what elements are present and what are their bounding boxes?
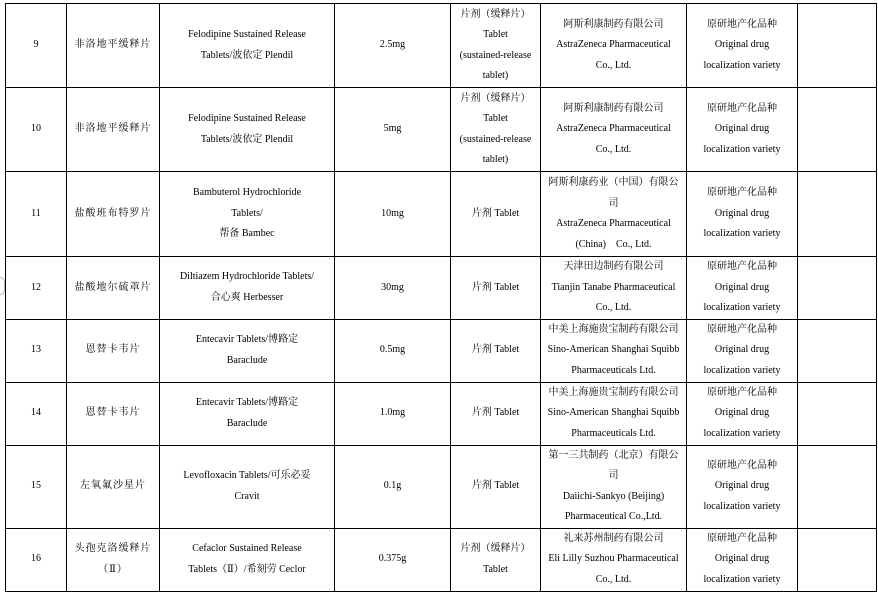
cell-chinese-name-text: 非洛地平缓释片 bbox=[74, 39, 152, 51]
cell-english-name bbox=[160, 4, 335, 88]
cell-chinese-name bbox=[67, 382, 160, 445]
cell-english-name-line: 帮备 Bambec bbox=[219, 228, 275, 240]
cell-manufacturer bbox=[541, 445, 687, 528]
cell-chinese-name bbox=[67, 445, 160, 528]
cell-manufacturer-line: Pharmaceuticals Ltd. bbox=[571, 427, 656, 439]
cell-category-line: localization variety bbox=[703, 364, 781, 376]
cell-english-name-line: Felodipine Sustained Release bbox=[188, 113, 306, 124]
cell-manufacturer-line: 司 bbox=[608, 197, 619, 209]
cell-note bbox=[798, 88, 877, 172]
cell-english-name bbox=[160, 172, 335, 257]
cell-english-name-line: Cefaclor Sustained Release bbox=[192, 543, 302, 554]
cell-manufacturer-line: Pharmaceutical Co.,Ltd. bbox=[564, 511, 663, 522]
cell-category-line: 原研地产化品种 bbox=[707, 323, 777, 335]
cell-dosage-form-line: 片剂 Tablet bbox=[471, 207, 520, 219]
cell-chinese-name-text: 盐酸班布特罗片 bbox=[74, 207, 152, 219]
cell-specification-text: 0.1g bbox=[383, 480, 402, 492]
cell-note-empty bbox=[801, 278, 873, 298]
cell-number-text: 10 bbox=[31, 123, 41, 135]
table-row bbox=[6, 445, 877, 528]
cell-english-name bbox=[160, 319, 335, 382]
cell-english-name-line: Tablets/波依定 Plendil bbox=[200, 133, 294, 145]
cell-manufacturer-line: Sino-American Shanghai Squibb bbox=[547, 407, 680, 419]
cell-dosage-form bbox=[451, 172, 541, 257]
cell-manufacturer bbox=[541, 172, 687, 257]
cell-note bbox=[798, 4, 877, 88]
cell-category-line: Original drug bbox=[714, 281, 770, 293]
cell-specification bbox=[335, 445, 451, 528]
cell-category bbox=[687, 4, 798, 88]
cell-english-name bbox=[160, 88, 335, 172]
cell-english-name bbox=[160, 257, 335, 320]
cell-category-line: 原研地产化品种 bbox=[707, 386, 777, 398]
cell-number bbox=[6, 319, 67, 382]
cell-manufacturer-line: 司 bbox=[608, 470, 619, 481]
cell-category-line: 原研地产化品种 bbox=[707, 532, 777, 544]
cell-category bbox=[687, 257, 798, 320]
cell-manufacturer-line: Sino-American Shanghai Squibb bbox=[547, 344, 680, 356]
cell-specification bbox=[335, 4, 451, 88]
cell-category bbox=[687, 319, 798, 382]
cell-category-line: Original drug bbox=[714, 344, 770, 356]
cell-english-name-line: Diltiazem Hydrochloride Tablets/ bbox=[179, 271, 315, 283]
cell-chinese-name-line: （Ⅱ） bbox=[98, 563, 128, 575]
cell-chinese-name bbox=[67, 528, 160, 591]
cell-category bbox=[687, 445, 798, 528]
cell-dosage-form-line: Tablet bbox=[483, 113, 508, 124]
cell-category bbox=[687, 382, 798, 445]
cell-number bbox=[6, 88, 67, 172]
table-row bbox=[6, 319, 877, 382]
table-row bbox=[6, 172, 877, 257]
cell-specification bbox=[335, 382, 451, 445]
cell-manufacturer bbox=[541, 382, 687, 445]
cell-manufacturer bbox=[541, 257, 687, 320]
cell-dosage-form bbox=[451, 257, 541, 320]
cell-number-text: 12 bbox=[31, 281, 41, 293]
cell-manufacturer-line: Tianjin Tanabe Pharmaceutical bbox=[551, 281, 676, 293]
cell-specification-text: 30mg bbox=[381, 281, 404, 293]
cell-chinese-name-text: 左氧氟沙星片 bbox=[80, 480, 146, 492]
cell-dosage-form-line: tablet) bbox=[482, 154, 509, 165]
cell-chinese-name-text: 盐酸地尔硫䓬片 bbox=[74, 281, 152, 293]
cell-number bbox=[6, 172, 67, 257]
cell-english-name-line: Felodipine Sustained Release bbox=[188, 29, 306, 40]
cell-dosage-form-line: Tablet bbox=[483, 563, 508, 575]
cell-note-empty bbox=[801, 36, 873, 56]
cell-chinese-name-text: 非洛地平缓释片 bbox=[74, 123, 152, 135]
cell-number bbox=[6, 4, 67, 88]
cell-category bbox=[687, 88, 798, 172]
table-row bbox=[6, 528, 877, 591]
cell-manufacturer-line: Co., Ltd. bbox=[595, 573, 632, 585]
cell-manufacturer-line: 阿斯利康制药有限公司 bbox=[563, 18, 664, 30]
cell-number bbox=[6, 528, 67, 591]
cell-category-line: localization variety bbox=[703, 500, 781, 512]
cell-category-line: localization variety bbox=[703, 302, 781, 313]
cell-chinese-name bbox=[67, 319, 160, 382]
cell-english-name-line: Tablets（Ⅱ）/希刻劳 Ceclor bbox=[188, 563, 306, 575]
cell-manufacturer-line: AstraZeneca Pharmaceutical bbox=[556, 218, 671, 229]
cell-specification-text: 10mg bbox=[381, 207, 404, 219]
cell-english-name bbox=[160, 445, 335, 528]
cell-dosage-form-line: 片剂 Tablet bbox=[471, 344, 520, 356]
cell-chinese-name bbox=[67, 172, 160, 257]
cell-chinese-name bbox=[67, 88, 160, 172]
cell-english-name-line: Baraclude bbox=[226, 417, 268, 429]
cell-category-line: Original drug bbox=[714, 480, 770, 492]
cell-number-text: 11 bbox=[31, 207, 41, 219]
cell-dosage-form-line: 片剂（缓释片） bbox=[460, 543, 531, 554]
cell-note bbox=[798, 172, 877, 257]
cell-manufacturer-line: 中美上海施贵宝制药有限公司 bbox=[548, 323, 679, 335]
cell-dosage-form-line: 片剂 Tablet bbox=[471, 480, 520, 492]
cell-manufacturer bbox=[541, 528, 687, 591]
cell-english-name-line: Bambuterol Hydrochloride bbox=[192, 187, 302, 199]
cell-category-line: 原研地产化品种 bbox=[707, 187, 777, 199]
cell-specification bbox=[335, 257, 451, 320]
cell-manufacturer-line: 第一三共制药（北京）有限公 bbox=[548, 449, 679, 461]
cell-note-empty bbox=[801, 341, 873, 361]
cell-english-name-line: Cravit bbox=[234, 490, 260, 502]
cell-english-name bbox=[160, 382, 335, 445]
cell-dosage-form bbox=[451, 382, 541, 445]
cell-note bbox=[798, 382, 877, 445]
cell-english-name-line: Tablets/ bbox=[231, 207, 263, 219]
cell-specification bbox=[335, 88, 451, 172]
cell-manufacturer-line: Eli Lilly Suzhou Pharmaceutical bbox=[548, 553, 679, 565]
cell-manufacturer bbox=[541, 4, 687, 88]
cell-english-name-line: Levofloxacin Tablets/可乐必妥 bbox=[183, 470, 311, 481]
cell-number-text: 9 bbox=[33, 39, 39, 51]
cell-english-name-line: Entecavir Tablets/博路定 bbox=[195, 334, 299, 345]
cell-manufacturer-line: 礼来苏州制药有限公司 bbox=[563, 532, 664, 544]
cell-manufacturer-line: 中美上海施贵宝制药有限公司 bbox=[548, 386, 679, 398]
cell-category bbox=[687, 528, 798, 591]
cell-category-line: Original drug bbox=[714, 207, 770, 219]
cell-note-empty bbox=[801, 550, 873, 570]
drug-table bbox=[5, 3, 877, 592]
cell-chinese-name-text: 恩替卡韦片 bbox=[85, 344, 141, 356]
cell-note-empty bbox=[801, 477, 873, 497]
cell-category-line: localization variety bbox=[703, 228, 781, 240]
cell-manufacturer-line: Daiichi-Sankyo (Beijing) bbox=[562, 490, 665, 502]
cell-english-name bbox=[160, 528, 335, 591]
cell-dosage-form bbox=[451, 88, 541, 172]
cell-manufacturer-line: Co., Ltd. bbox=[595, 143, 632, 155]
cell-note bbox=[798, 445, 877, 528]
cell-specification-text: 0.375g bbox=[378, 553, 407, 565]
cell-specification bbox=[335, 319, 451, 382]
cell-category-line: 原研地产化品种 bbox=[707, 459, 777, 471]
table-row bbox=[6, 257, 877, 320]
cell-specification-text: 5mg bbox=[383, 123, 402, 135]
cell-manufacturer-line: AstraZeneca Pharmaceutical bbox=[556, 39, 671, 51]
cell-manufacturer bbox=[541, 88, 687, 172]
cell-english-name-line: Tablets/波依定 Plendil bbox=[200, 49, 294, 61]
cell-category-line: localization variety bbox=[703, 59, 781, 71]
cell-number-text: 14 bbox=[31, 407, 41, 419]
cell-dosage-form-line: 片剂 Tablet bbox=[471, 407, 520, 419]
cell-manufacturer-line: Pharmaceuticals Ltd. bbox=[571, 364, 656, 376]
cell-manufacturer-line: Co., Ltd. bbox=[595, 59, 632, 71]
cell-note bbox=[798, 528, 877, 591]
cell-category-line: 原研地产化品种 bbox=[707, 18, 777, 30]
cell-category-line: 原研地产化品种 bbox=[707, 261, 777, 272]
cell-category bbox=[687, 172, 798, 257]
cell-note bbox=[798, 319, 877, 382]
cell-chinese-name-text: 恩替卡韦片 bbox=[85, 407, 141, 419]
table-row bbox=[6, 382, 877, 445]
cell-specification-text: 0.5mg bbox=[379, 344, 406, 356]
cell-category-line: Original drug bbox=[714, 123, 770, 135]
cell-category-line: localization variety bbox=[703, 143, 781, 155]
table-row bbox=[6, 88, 877, 172]
cell-dosage-form-line: Tablet bbox=[483, 29, 508, 40]
cell-number-text: 15 bbox=[31, 480, 41, 492]
cell-specification bbox=[335, 172, 451, 257]
cell-chinese-name-line: 头孢克洛缓释片 bbox=[74, 543, 152, 554]
cell-number bbox=[6, 445, 67, 528]
cell-dosage-form bbox=[451, 528, 541, 591]
cell-chinese-name bbox=[67, 4, 160, 88]
cell-dosage-form-line: (sustained-release bbox=[459, 133, 532, 145]
cell-category-line: Original drug bbox=[714, 39, 770, 51]
cell-category-line: Original drug bbox=[714, 553, 770, 565]
cell-specification bbox=[335, 528, 451, 591]
cell-dosage-form bbox=[451, 445, 541, 528]
cell-dosage-form bbox=[451, 319, 541, 382]
cell-note bbox=[798, 257, 877, 320]
cell-manufacturer-line: AstraZeneca Pharmaceutical bbox=[556, 123, 671, 135]
cell-manufacturer-line: 天津田边制药有限公司 bbox=[563, 261, 664, 272]
cell-specification-text: 1.0mg bbox=[379, 407, 406, 419]
cell-english-name-line: Entecavir Tablets/博路定 bbox=[195, 397, 299, 408]
cell-dosage-form-line: 片剂（缓释片） bbox=[460, 8, 531, 20]
cell-note-empty bbox=[801, 404, 873, 424]
cell-category-line: Original drug bbox=[714, 407, 770, 419]
cell-chinese-name bbox=[67, 257, 160, 320]
cell-english-name-line: 合心爽 Herbesser bbox=[210, 291, 284, 303]
cell-dosage-form-line: 片剂（缓释片） bbox=[460, 92, 531, 104]
cell-dosage-form-line: (sustained-release bbox=[459, 49, 532, 61]
cell-number bbox=[6, 257, 67, 320]
cell-english-name-line: Baraclude bbox=[226, 354, 268, 366]
cell-manufacturer-line: 阿斯利康药业（中国）有限公 bbox=[548, 177, 679, 188]
table-body bbox=[6, 4, 877, 592]
cell-dosage-form-line: tablet) bbox=[482, 70, 509, 81]
cell-category-line: 原研地产化品种 bbox=[707, 102, 777, 114]
cell-number-text: 16 bbox=[31, 553, 41, 565]
cell-note-empty bbox=[801, 204, 873, 224]
cell-dosage-form bbox=[451, 4, 541, 88]
cell-number bbox=[6, 382, 67, 445]
cell-category-line: localization variety bbox=[703, 573, 781, 585]
cell-manufacturer-line: Co., Ltd. bbox=[595, 302, 632, 313]
cell-specification-text: 2.5mg bbox=[379, 39, 406, 51]
cell-number-text: 13 bbox=[31, 344, 41, 356]
cell-manufacturer-line: (China) Co., Ltd. bbox=[575, 238, 652, 250]
cell-manufacturer bbox=[541, 319, 687, 382]
cell-manufacturer-line: 阿斯利康制药有限公司 bbox=[563, 102, 664, 114]
cell-category-line: localization variety bbox=[703, 427, 781, 439]
table-row bbox=[6, 4, 877, 88]
cell-dosage-form-line: 片剂 Tablet bbox=[471, 281, 520, 293]
cell-note-empty bbox=[801, 120, 873, 140]
